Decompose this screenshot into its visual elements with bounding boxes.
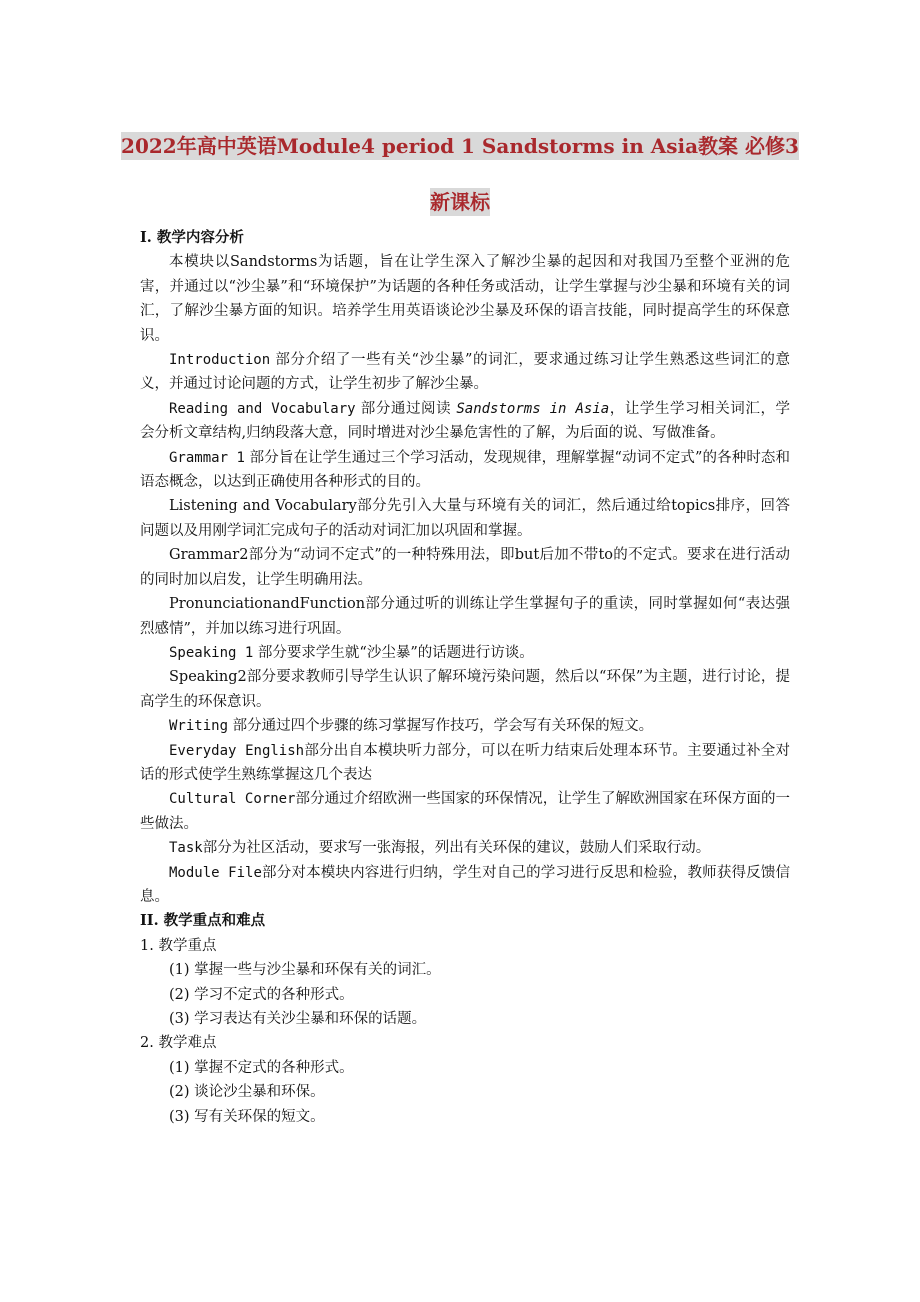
paragraph-lead: Module File bbox=[169, 864, 262, 881]
list-item: (3) 写有关环保的短文。 bbox=[169, 1108, 325, 1125]
document-body bbox=[140, 226, 790, 1129]
paragraph-speaking1: Speaking 1 部分要求学生就“沙尘暴”的话题进行访谈。 bbox=[169, 644, 534, 661]
paragraph-module-file: Module File部分对本模块内容进行归纳，学生对自己的学习进行反思和检验，教师获得反馈信息。 bbox=[140, 864, 790, 905]
list-item: (2) 谈论沙尘暴和环保。 bbox=[169, 1084, 325, 1101]
paragraph-lead: Writing bbox=[169, 718, 229, 735]
paragraph-lead: Reading and Vocabulary bbox=[169, 400, 356, 417]
paragraph-cultural-corner: Cultural Corner部分通过介绍欧洲一些国家的环保情况，让学生了解欧洲国家在环保方面的一些做法。 bbox=[140, 791, 790, 832]
paragraph-task: Task部分为社区活动，要求写一张海报，列出有关环保的建议，鼓励人们采取行动。 bbox=[169, 840, 711, 857]
difficulty-label: 2. 教学难点 bbox=[140, 1035, 217, 1052]
paragraph-lead: Grammar2 bbox=[169, 547, 249, 564]
paragraph-lead: Listening and Vocabulary bbox=[169, 498, 357, 515]
list-item: (3) 学习表达有关沙尘暴和环保的话题。 bbox=[169, 1011, 427, 1027]
paragraph-grammar1: Grammar 1 部分旨在让学生通过三个学习活动，发现规律，理解掌握“动词不定式”的各种时态和语态概念，以达到正确使用各种形式的目的。 bbox=[140, 449, 791, 491]
paragraph-listening: Listening and Vocabulary部分先引入大量与环境有关的词汇，然后通过给topics排序，回答问题以及用刚学词汇完成句子的活动对词汇加以巩固和掌握。 bbox=[140, 498, 790, 539]
focus-label: 1. 教学重点 bbox=[140, 937, 217, 954]
list-item: (2) 学习不定式的各种形式。 bbox=[169, 986, 354, 1003]
paragraph-lead: Introduction bbox=[169, 352, 271, 369]
paragraph-lead: Speaking2 bbox=[169, 669, 247, 686]
paragraph-lead: Grammar 1 bbox=[169, 449, 245, 466]
paragraph-lead: Everyday English bbox=[169, 742, 305, 759]
paragraph-introduction: Introduction 部分介绍了一些有关“沙尘暴”的词汇，要求通过练习让学生熟悉这些词汇的意义，并通过讨论问题的方式，让学生初步了解沙尘暴。 bbox=[140, 352, 790, 393]
paragraph-speaking2: Speaking2部分要求教师引导学生认识了解环境污染问题，然后以“环保”为主题，进行讨论，提高学生的环保意识。 bbox=[140, 669, 790, 710]
paragraph-reading: Reading and Vocabulary 部分通过阅读 Sandstorms in Asia，让学生学习相关词汇，学会分析文章结构,归纳段落大意，同时增进对沙尘暴危害性的了解，为后面的说、写做准备。 bbox=[140, 400, 791, 442]
title-block bbox=[120, 118, 800, 230]
paragraph-lead: PronunciationandFunction bbox=[169, 596, 366, 613]
document-title: 2022年高中英语Module4 period 1 Sandstorms in Asia教案 必修3新课标 bbox=[121, 134, 799, 214]
paragraph-writing: Writing 部分通过四个步骤的练习掌握写作技巧，学会写有关环保的短文。 bbox=[169, 718, 654, 735]
section-heading-analysis: I. 教学内容分析 bbox=[140, 229, 244, 246]
paragraph-everyday-english: Everyday English部分出自本模块听力部分，可以在听力结束后处理本环节。主要通过补全对话的形式使学生熟练掌握这几个表达 bbox=[140, 742, 791, 783]
paragraph-lead: Task bbox=[169, 840, 203, 857]
list-item: (1) 掌握不定式的各种形式。 bbox=[169, 1059, 354, 1076]
paragraph-pronunciation: PronunciationandFunction部分通过听的训练让学生掌握句子的重读，同时掌握如何“表达强烈感情”，并加以练习进行巩固。 bbox=[140, 596, 790, 637]
reading-title: Sandstorms in Asia bbox=[456, 400, 610, 417]
paragraph-lead: Speaking 1 bbox=[169, 644, 254, 661]
section-heading-focus: II. 教学重点和难点 bbox=[140, 912, 266, 930]
paragraph-grammar2: Grammar2部分为“动词不定式”的一种特殊用法，即but后加不带to的不定式。要求在进行活动的同时加以启发，让学生明确用法。 bbox=[140, 547, 790, 588]
paragraph-intro: 本模块以Sandstorms为话题，旨在让学生深入了解沙尘暴的起因和对我国乃至整个亚洲的危害，并通过以“沙尘暴”和“环境保护”为话题的各种任务或活动，让学生掌握与沙尘暴和环境有关的词汇，了解沙尘暴方面的知识。培养学生用英语谈论沙尘暴及环保的语言技能，同时提高学生的环保意识。 bbox=[140, 254, 790, 344]
list-item: (1) 掌握一些与沙尘暴和环保有关的词汇。 bbox=[169, 962, 441, 979]
paragraph-lead: Cultural Corner bbox=[169, 791, 296, 808]
